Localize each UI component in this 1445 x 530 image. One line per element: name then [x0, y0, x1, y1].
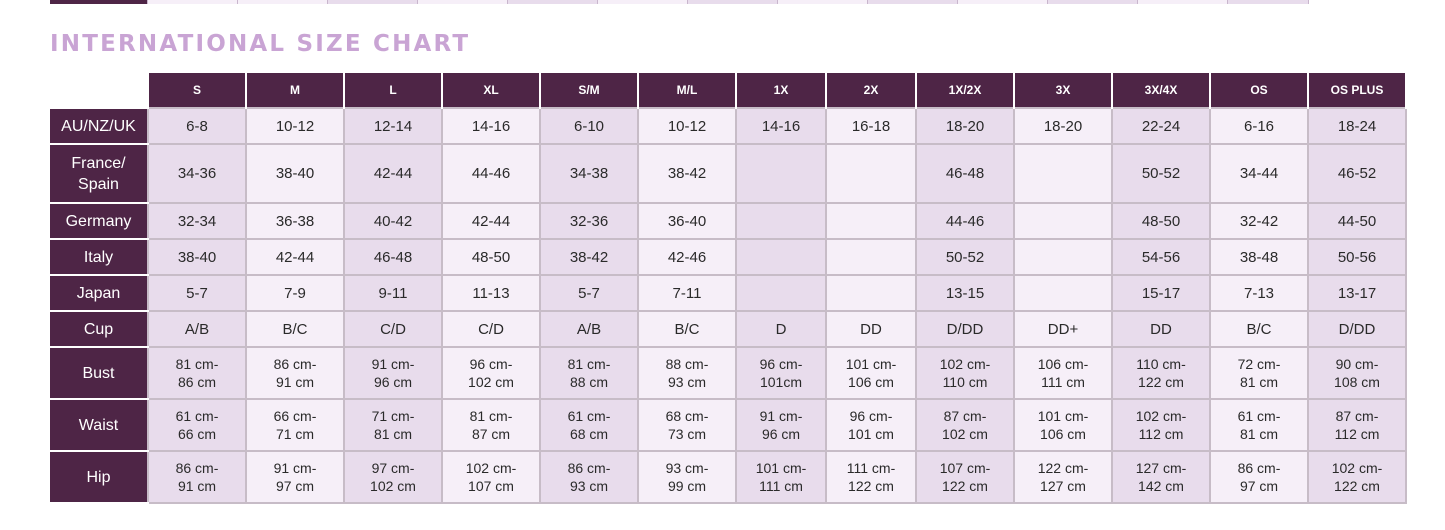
table-cell: 50-52	[916, 239, 1014, 275]
table-cell: 96 cm- 101cm	[736, 347, 826, 399]
table-cell: 50-56	[1308, 239, 1406, 275]
table-cell: 18-20	[1014, 108, 1112, 144]
table-row	[50, 311, 1406, 347]
table-cell: 46-48	[344, 239, 442, 275]
table-cell: 13-17	[1308, 275, 1406, 311]
table-cell: 34-44	[1210, 144, 1308, 203]
table-cell: 87 cm- 112 cm	[1308, 399, 1406, 451]
table-cell: 40-42	[344, 203, 442, 239]
table-cell: 6-16	[1210, 108, 1308, 144]
row-label: Cup	[50, 311, 148, 347]
table-row	[50, 203, 1406, 239]
table-cell: 9-11	[344, 275, 442, 311]
table-cell: 10-12	[638, 108, 736, 144]
table-cell: 91 cm- 96 cm	[736, 399, 826, 451]
table-cell: A/B	[148, 311, 246, 347]
table-cell: 93 cm- 99 cm	[638, 451, 736, 503]
table-cell	[1014, 239, 1112, 275]
table-cell	[736, 239, 826, 275]
table-cell: A/B	[540, 311, 638, 347]
table-cell	[1014, 144, 1112, 203]
table-cell: 91 cm- 96 cm	[344, 347, 442, 399]
table-cell: 38-40	[246, 144, 344, 203]
table-cell: 38-40	[148, 239, 246, 275]
table-cell: C/D	[344, 311, 442, 347]
table-cell: B/C	[638, 311, 736, 347]
row-label: France/ Spain	[50, 144, 148, 203]
table-cell: 36-38	[246, 203, 344, 239]
table-cell	[1014, 275, 1112, 311]
table-cell: D/DD	[1308, 311, 1406, 347]
table-cell	[736, 275, 826, 311]
table-cell: 86 cm- 97 cm	[1210, 451, 1308, 503]
table-cell: 34-36	[148, 144, 246, 203]
table-cell: 122 cm- 127 cm	[1014, 451, 1112, 503]
column-header: M/L	[638, 73, 736, 108]
table-cell: 32-42	[1210, 203, 1308, 239]
table-cell: 10-12	[246, 108, 344, 144]
table-cell: 6-8	[148, 108, 246, 144]
table-cell: C/D	[442, 311, 540, 347]
column-header: M	[246, 73, 344, 108]
table-cell: 101 cm- 106 cm	[1014, 399, 1112, 451]
table-row	[50, 144, 1406, 203]
table-cell: 102 cm- 110 cm	[916, 347, 1014, 399]
table-cell: 34-38	[540, 144, 638, 203]
table-cell: 5-7	[540, 275, 638, 311]
row-label: Italy	[50, 239, 148, 275]
column-header: 2X	[826, 73, 916, 108]
table-cell: 66 cm- 71 cm	[246, 399, 344, 451]
table-cell: 96 cm- 101 cm	[826, 399, 916, 451]
table-cell: 42-44	[442, 203, 540, 239]
table-cell: 48-50	[1112, 203, 1210, 239]
table-row	[50, 347, 1406, 399]
table-cell: 38-42	[638, 144, 736, 203]
table-cell	[826, 239, 916, 275]
table-cell: 5-7	[148, 275, 246, 311]
table-cell: 86 cm- 93 cm	[540, 451, 638, 503]
table-cell: 102 cm- 112 cm	[1112, 399, 1210, 451]
table-cell: 127 cm- 142 cm	[1112, 451, 1210, 503]
table-cell: 96 cm- 102 cm	[442, 347, 540, 399]
table-cell: 32-36	[540, 203, 638, 239]
row-label: AU/NZ/UK	[50, 108, 148, 144]
table-cell: B/C	[1210, 311, 1308, 347]
table-cell: 102 cm- 107 cm	[442, 451, 540, 503]
row-label: Germany	[50, 203, 148, 239]
table-cell: 14-16	[736, 108, 826, 144]
table-cell: 91 cm- 97 cm	[246, 451, 344, 503]
table-cell: 42-44	[344, 144, 442, 203]
table-cell: 18-20	[916, 108, 1014, 144]
table-cell: D	[736, 311, 826, 347]
table-cell: 106 cm- 111 cm	[1014, 347, 1112, 399]
table-row	[50, 108, 1406, 144]
table-row	[50, 275, 1406, 311]
table-cell: 68 cm- 73 cm	[638, 399, 736, 451]
table-cell: 16-18	[826, 108, 916, 144]
column-header: S/M	[540, 73, 638, 108]
table-cell: 111 cm- 122 cm	[826, 451, 916, 503]
table-cell: 44-46	[916, 203, 1014, 239]
table-cell: 15-17	[1112, 275, 1210, 311]
table-cell: 46-48	[916, 144, 1014, 203]
table-cell: 50-52	[1112, 144, 1210, 203]
table-cell: 6-10	[540, 108, 638, 144]
row-label: Bust	[50, 347, 148, 399]
table-cell	[1014, 203, 1112, 239]
table-cell	[826, 144, 916, 203]
table-cell: 38-48	[1210, 239, 1308, 275]
table-cell: 90 cm- 108 cm	[1308, 347, 1406, 399]
table-cell: 71 cm- 81 cm	[344, 399, 442, 451]
table-cell	[736, 144, 826, 203]
table-cell: 107 cm- 122 cm	[916, 451, 1014, 503]
table-cell: 11-13	[442, 275, 540, 311]
table-cell: 54-56	[1112, 239, 1210, 275]
table-cell: DD	[1112, 311, 1210, 347]
table-cell: 102 cm- 122 cm	[1308, 451, 1406, 503]
table-cell: 61 cm- 81 cm	[1210, 399, 1308, 451]
table-cell: B/C	[246, 311, 344, 347]
column-header: 3X/4X	[1112, 73, 1210, 108]
table-cell: 101 cm- 106 cm	[826, 347, 916, 399]
table-cell: 42-44	[246, 239, 344, 275]
table-cell: 7-13	[1210, 275, 1308, 311]
table-cell	[826, 203, 916, 239]
table-cell: 97 cm- 102 cm	[344, 451, 442, 503]
table-cell	[826, 275, 916, 311]
header-row	[50, 73, 1406, 108]
table-cell: 81 cm- 86 cm	[148, 347, 246, 399]
table-cell: DD	[826, 311, 916, 347]
column-header: OS PLUS	[1308, 73, 1406, 108]
page-title: INTERNATIONAL SIZE CHART	[50, 31, 471, 57]
table-cell: 42-46	[638, 239, 736, 275]
table-cell: 46-52	[1308, 144, 1406, 203]
table-cell: 86 cm- 91 cm	[246, 347, 344, 399]
table-cell	[736, 203, 826, 239]
table-cell: 61 cm- 68 cm	[540, 399, 638, 451]
table-cell: 87 cm- 102 cm	[916, 399, 1014, 451]
table-cell: 88 cm- 93 cm	[638, 347, 736, 399]
previous-table-remnant	[50, 0, 1406, 4]
table-cell: DD+	[1014, 311, 1112, 347]
table-cell: 44-50	[1308, 203, 1406, 239]
table-cell: 38-42	[540, 239, 638, 275]
row-label: Waist	[50, 399, 148, 451]
corner-cell	[50, 73, 148, 108]
table-cell: 32-34	[148, 203, 246, 239]
column-header: 3X	[1014, 73, 1112, 108]
table-cell: 18-24	[1308, 108, 1406, 144]
column-header: S	[148, 73, 246, 108]
column-header: 1X	[736, 73, 826, 108]
table-cell: 7-9	[246, 275, 344, 311]
column-header: 1X/2X	[916, 73, 1014, 108]
table-cell: 13-15	[916, 275, 1014, 311]
table-cell: 81 cm- 87 cm	[442, 399, 540, 451]
table-cell: 12-14	[344, 108, 442, 144]
table-cell: 48-50	[442, 239, 540, 275]
column-header: L	[344, 73, 442, 108]
table-row	[50, 399, 1406, 451]
table-row	[50, 451, 1406, 503]
table-cell: 81 cm- 88 cm	[540, 347, 638, 399]
table-cell: D/DD	[916, 311, 1014, 347]
table-cell: 22-24	[1112, 108, 1210, 144]
table-cell: 72 cm- 81 cm	[1210, 347, 1308, 399]
row-label: Hip	[50, 451, 148, 503]
table-cell: 101 cm- 111 cm	[736, 451, 826, 503]
table-cell: 110 cm- 122 cm	[1112, 347, 1210, 399]
table-cell: 44-46	[442, 144, 540, 203]
table-cell: 36-40	[638, 203, 736, 239]
column-header: XL	[442, 73, 540, 108]
size-chart-table	[50, 73, 1407, 504]
row-label: Japan	[50, 275, 148, 311]
table-cell: 7-11	[638, 275, 736, 311]
table-row	[50, 239, 1406, 275]
column-header: OS	[1210, 73, 1308, 108]
table-cell: 14-16	[442, 108, 540, 144]
table-cell: 61 cm- 66 cm	[148, 399, 246, 451]
table-cell: 86 cm- 91 cm	[148, 451, 246, 503]
